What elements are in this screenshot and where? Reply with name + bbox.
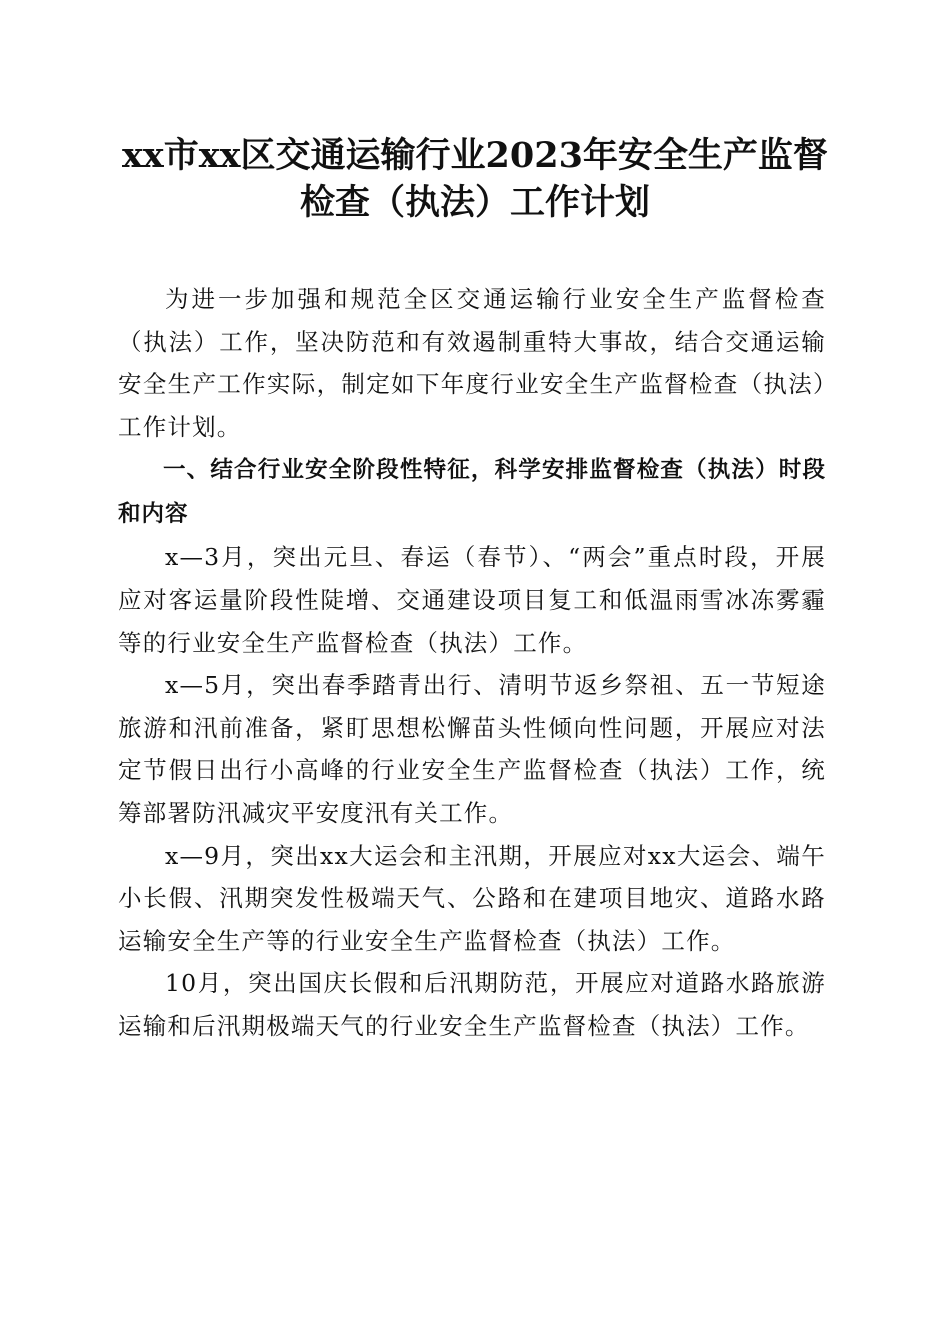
title-line-1: xx市xx区交通运输行业2023年安全生产监督 — [122, 135, 828, 176]
intro-paragraph: 为进一步加强和规范全区交通运输行业安全生产监督检查（执法）工作，坚决防范和有效遏制重特大事故，结合交通运输安全生产工作实际，制定如下年度行业安全生产监督检查（执法）工作计划。 — [118, 285, 826, 441]
section-heading-1: 一、结合行业安全阶段性特征，科学安排监督检查（执法）时段和内容 — [118, 457, 826, 528]
title-line-2: 检查（执法）工作计划 — [299, 182, 650, 223]
document-title — [100, 132, 850, 226]
document-body — [118, 278, 826, 1048]
paragraph-apr-may: x—5月，突出春季踏青出行、清明节返乡祭祖、五一节短途旅游和汛前准备，紧盯思想松懈苗头性倾向性问题，开展应对法定节假日出行小高峰的行业安全生产监督检查（执法）工作，统筹部署防汛减灾平安度汛有关工作。 — [118, 671, 826, 827]
paragraph-oct: 10月，突出国庆长假和后汛期防范，开展应对道路水路旅游运输和后汛期极端天气的行业安全生产监督检查（执法）工作。 — [118, 969, 826, 1040]
paragraph-jun-sep: x—9月，突出xx大运会和主汛期，开展应对xx大运会、端午小长假、汛期突发性极端天气、公路和在建项目地灾、道路水路运输安全生产等的行业安全生产监督检查（执法）工作。 — [118, 841, 826, 955]
paragraph-jan-mar: x—3月，突出元旦、春运（春节）、“两会”重点时段，开展应对客运量阶段性陡增、交通建设项目复工和低温雨雪冰冻雾霾等的行业安全生产监督检查（执法）工作。 — [118, 543, 826, 657]
